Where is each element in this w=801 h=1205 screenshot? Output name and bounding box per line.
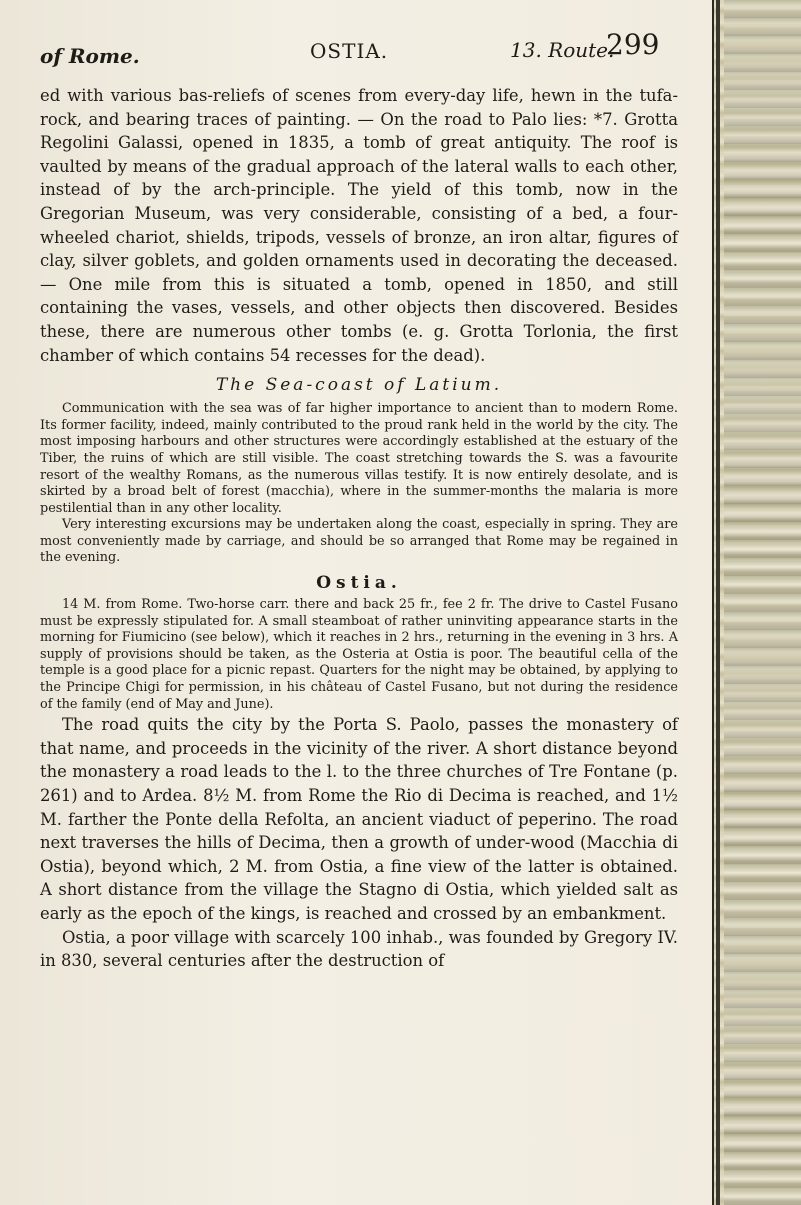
- paragraph-road: The road quits the city by the Porta S. Paolo, passes the monastery of that name, and proceeds in the vicinity of the river. A short distance beyond the monastery a road leads to the l. to the three churches of Tre Fontane (p. 261) and to Ardea. 8½ M. from Rome the Rio di Decima is reached, and 1½ M. farther the Ponte della Refolta, an ancient viaduct of peperino. The road next traverses the hills of Decima, then a growth of under-wood (Macchia di Ostia), beyond which, 2 M. from Ostia, a fine view of the latter is obtained. A short distance from the village the Stagno di Ostia, which yielded salt as early as the epoch of the kings, is reached and crossed by an embankment.: [40, 715, 678, 923]
- running-header: [40, 28, 678, 76]
- book-binding-edge: [712, 0, 801, 1205]
- header-center: OSTIA.: [310, 39, 389, 63]
- binding-texture: [724, 0, 801, 1205]
- section-title-sea-coast: The Sea-coast of Latium.: [215, 375, 503, 396]
- page-body: [40, 84, 678, 973]
- section-title-ostia: Ostia.: [316, 573, 402, 594]
- paragraph-communication: Communication with the sea was of far higher importance to ancient than to modern Rome. Its former facility, indeed, mainly contributed to the proud rank held in the world by the city. The most imposing harbours and other structures were accordingly established at the estuary of the Tiber, the ruins of which are still visible. The coast stretching towards the S. was a favourite resort of the wealthy Romans, as the numerous villas testify. It is now entirely desolate, and is skirted by a broad belt of forest (macchia), where in the summer-months the malaria is more pestilential than in any other locality.: [40, 401, 678, 516]
- page-number: 299: [606, 28, 660, 61]
- binding-spine-line: [716, 0, 720, 1205]
- paragraph-ostia-village: Ostia, a poor village with scarcely 100 inhab., was founded by Gregory IV. in 830, several centuries after the destruction of: [40, 927, 678, 971]
- paragraph-ostia-practical: 14 M. from Rome. Two-horse carr. there and back 25 fr., fee 2 fr. The drive to Castel Fusano must be expressly stipulated for. A small steamboat of rather uninviting appearance starts in the morning for Fiumicino (see below), which it reaches in 2 hrs., returning in the evening in 3 hrs. A supply of provisions should be taken, as the Osteria at Ostia is poor. The beautiful cella of the temple is a good place for a picnic repast. Quarters for the night may be obtained, by applying to the Principe Chigi for permission, in his château of Castel Fusano, but not during the residence of the family (end of May and June).: [40, 597, 678, 712]
- header-right: 13. Route.: [510, 38, 615, 62]
- paragraph-excursions: Very interesting excursions may be undertaken along the coast, especially in spring. They are most conveniently made by carriage, and should be so arranged that Rome may be regained in the evening.: [40, 517, 678, 566]
- header-left: of Rome.: [40, 44, 140, 68]
- paragraph-grotta: ed with various bas-reliefs of scenes from every-day life, hewn in the tufa-rock, and bearing traces of painting. — On the road to Palo lies: *7. Grotta Regolini Galassi, opened in 1835, a tomb of great antiquity. The roof is vaulted by means of the gradual approach of the lateral walls to each other, instead of by the arch-principle. The yield of this tomb, now in the Gregorian Museum, was very considerable, consisting of a bed, a four-wheeled chariot, shields, tripods, vessels of bronze, an iron altar, figures of clay, silver goblets, and golden ornaments used in decorating the deceased. — One mile from this is situated a tomb, opened in 1850, and still containing the vases, vessels, and other objects then discovered. Besides these, there are numerous other tombs (e. g. Grotta Torlonia, the first chamber of which contains 54 recesses for the dead).: [40, 86, 678, 365]
